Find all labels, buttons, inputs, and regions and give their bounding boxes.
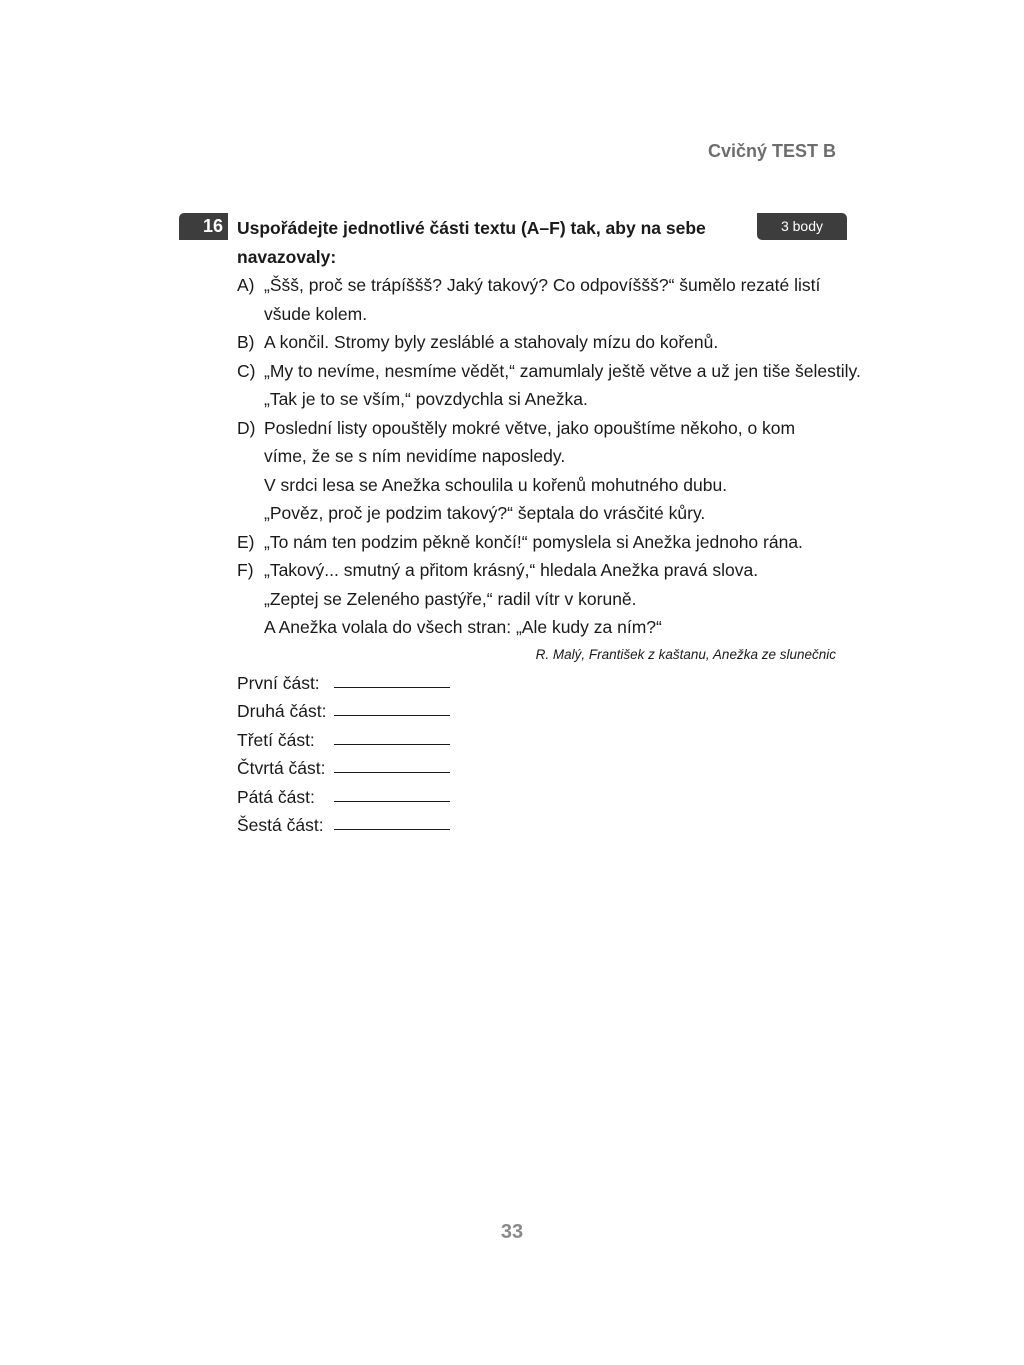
answer-label: Třetí část: bbox=[237, 729, 315, 750]
header-title: Cvičný TEST B bbox=[707, 141, 836, 161]
answer-label: Šestá část: bbox=[237, 814, 324, 835]
answer-blank[interactable] bbox=[334, 810, 450, 830]
task-instruction bbox=[237, 214, 717, 271]
text-part-f bbox=[237, 556, 847, 642]
part-text bbox=[264, 414, 847, 528]
text-parts-list bbox=[237, 271, 861, 642]
text-part-a bbox=[237, 271, 847, 328]
text-part-d bbox=[237, 414, 847, 528]
part-line: všude kolem. bbox=[264, 303, 368, 324]
text-part-b bbox=[237, 328, 847, 357]
answer-blank[interactable] bbox=[334, 725, 450, 745]
answer-blank[interactable] bbox=[334, 668, 450, 688]
part-text bbox=[264, 556, 847, 642]
task-number-badge: 16 bbox=[179, 213, 228, 240]
text-part-c bbox=[237, 357, 861, 414]
text-part-e bbox=[237, 528, 847, 557]
part-line: Poslední listy opouštěly mokré větve, jako opouštíme někoho, o kom bbox=[264, 417, 796, 438]
part-letter: D) bbox=[237, 417, 256, 438]
part-line: „Zeptej se Zeleného pastýře,“ radil vítr v koruně. bbox=[264, 588, 637, 609]
part-line: V srdci lesa se Anežka schoulila u kořenů mohutného dubu. bbox=[264, 474, 728, 495]
part-letter: E) bbox=[237, 531, 255, 552]
part-line: „My to nevíme, nesmíme vědět,“ zamumlaly ještě větve a už jen tiše šelestily. bbox=[264, 360, 861, 381]
answer-blank[interactable] bbox=[334, 753, 450, 773]
part-text bbox=[264, 328, 847, 357]
part-line: „Ššš, proč se trápíššš? Jaký takový? Co odpovíššš?“ šumělo rezaté listí bbox=[264, 275, 821, 295]
part-line: „Tak je to se vším,“ povzdychla si Anežka. bbox=[264, 389, 588, 409]
part-text bbox=[264, 271, 847, 328]
part-line: víme, že se s ním nevidíme naposledy. bbox=[264, 446, 566, 466]
part-line: „Pověz, proč je podzim takový?“ šeptala do vrásčité kůry. bbox=[264, 503, 706, 523]
part-line: A Anežka volala do všech stran: „Ale kudy za ním?“ bbox=[264, 617, 662, 637]
answer-row bbox=[237, 669, 450, 697]
answer-row bbox=[237, 697, 450, 725]
answer-row bbox=[237, 811, 450, 839]
page-number: 33 bbox=[500, 1221, 524, 1243]
part-letter: F) bbox=[237, 560, 254, 580]
answer-row bbox=[237, 783, 450, 811]
part-text bbox=[264, 528, 847, 557]
part-letter: B) bbox=[237, 332, 255, 352]
part-text bbox=[264, 357, 861, 414]
answer-label: Čtvrtá část: bbox=[237, 758, 326, 779]
source-citation: R. Malý, František z kaštanu, Anežka ze slunečnic bbox=[535, 647, 836, 662]
answer-label: Pátá část: bbox=[237, 786, 315, 807]
instruction-line: Uspořádejte jednotlivé části textu (A–F) tak, aby na sebe bbox=[237, 218, 706, 238]
part-line: A končil. Stromy byly zesláblé a stahovaly mízu do kořenů. bbox=[264, 332, 719, 352]
part-letter: A) bbox=[237, 275, 255, 295]
part-letter: C) bbox=[237, 360, 256, 381]
answer-row bbox=[237, 754, 450, 782]
answer-row bbox=[237, 726, 450, 754]
part-line: „To nám ten podzim pěkně končí!“ pomyslela si Anežka jednoho rána. bbox=[264, 531, 803, 552]
part-line: „Takový... smutný a přitom krásný,“ hledala Anežka pravá slova. bbox=[264, 560, 759, 580]
answer-sheet bbox=[237, 669, 450, 839]
answer-label: Druhá část: bbox=[237, 701, 327, 722]
instruction-line: navazovaly: bbox=[237, 246, 337, 267]
answer-blank[interactable] bbox=[334, 696, 450, 716]
points-badge: 3 body bbox=[757, 213, 847, 240]
answer-label: První část: bbox=[237, 673, 320, 693]
answer-blank[interactable] bbox=[334, 782, 450, 802]
